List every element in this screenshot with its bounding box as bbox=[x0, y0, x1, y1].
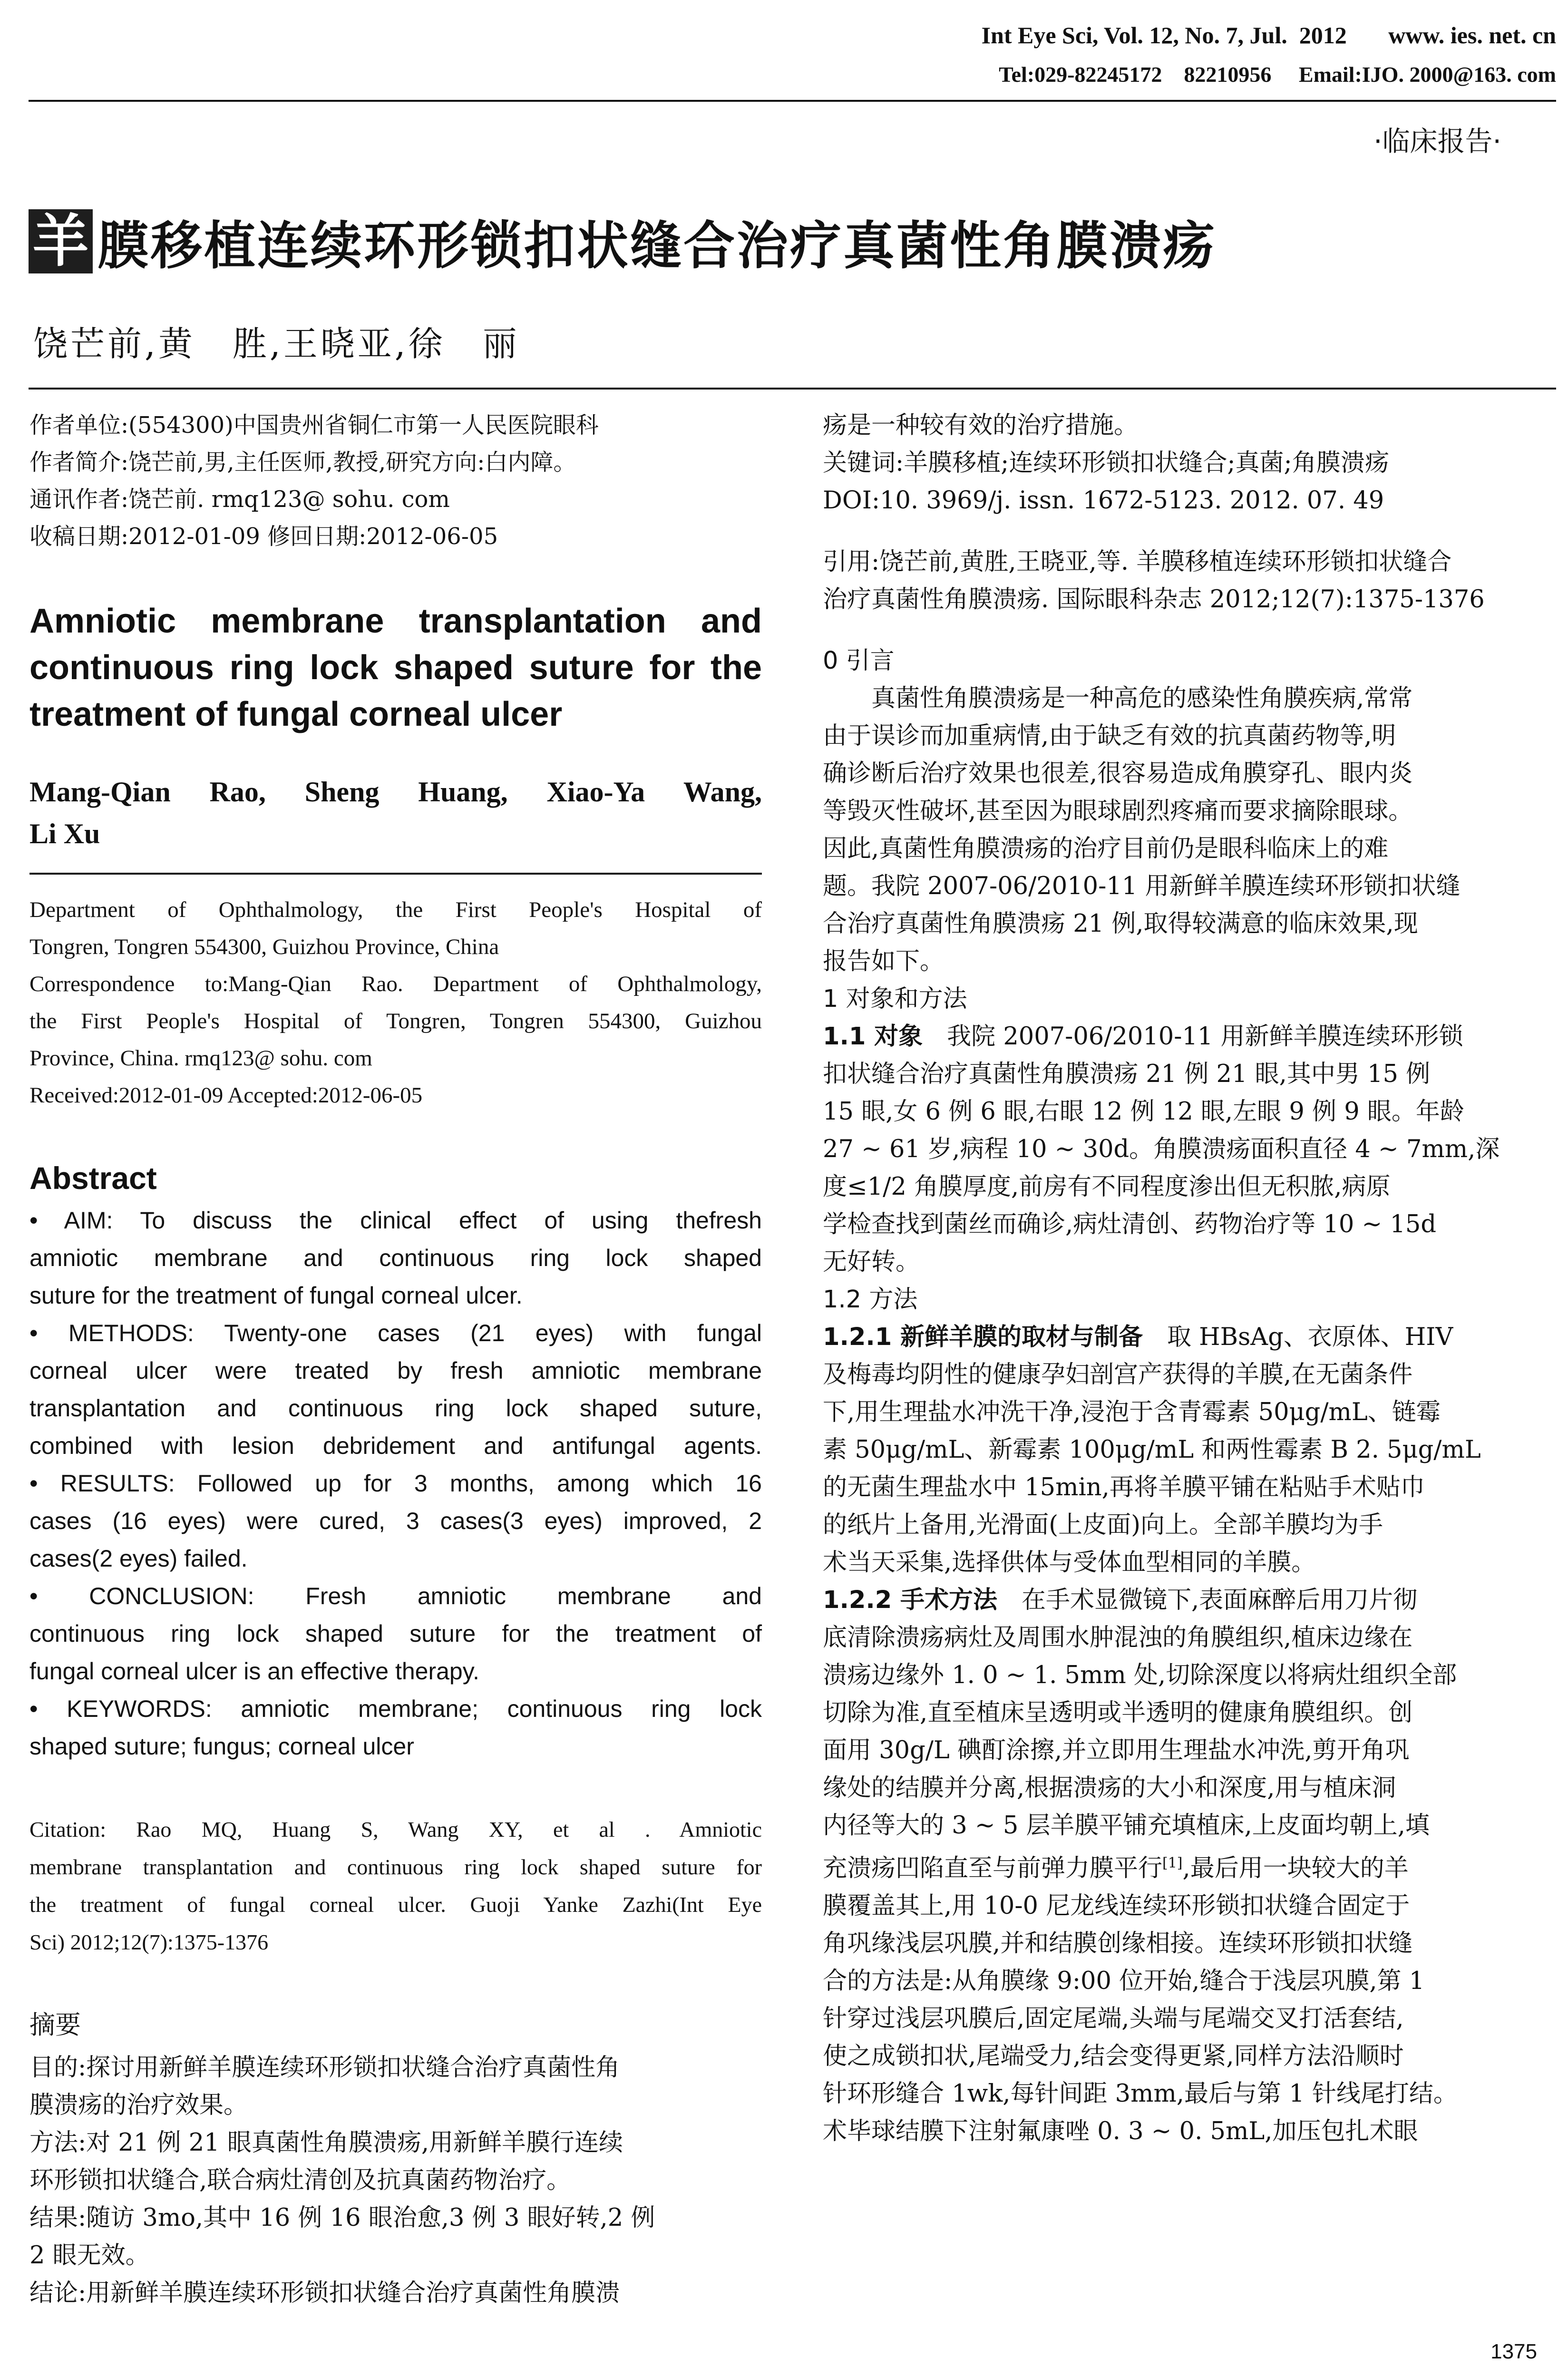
body-line: 膜覆盖其上,用 10-0 尼龙线连续环形锁扣状缝合固定于 bbox=[823, 1892, 1410, 1920]
affiliation-en bbox=[29, 891, 762, 1114]
section-1-heading: 1 对象和方法 bbox=[823, 985, 967, 1013]
abstract-line: amniotic membrane and continuous ring lock shaped bbox=[29, 1245, 762, 1271]
body-line: 确诊断后治疗效果也很差,很容易造成角膜穿孔、眼内炎 bbox=[823, 760, 1413, 788]
section-1-2-2 bbox=[823, 1581, 1555, 2150]
title-en-line: Amniotic membrane transplantation and bbox=[29, 602, 762, 640]
header-divider bbox=[29, 100, 1556, 102]
body-line: 由于误诊而加重病情,由于缺乏有效的抗真菌药物等,明 bbox=[823, 722, 1396, 750]
journal-info-line: Int Eye Sci, Vol. 12, No. 7, Jul. 2012 www. ies. net. cn bbox=[981, 22, 1556, 49]
corresponding-author-line: 通讯作者:饶芒前. rmq123@ sohu. com bbox=[29, 486, 450, 513]
body-line: 扣状缝合治疗真菌性角膜溃疡 21 例 21 眼,其中男 15 例 bbox=[823, 1060, 1431, 1088]
body-line: 下,用生理盐水冲洗干净,浸泡于含青霉素 50μg/mL、链霉 bbox=[823, 1398, 1441, 1426]
abstract-cn-line: 结论:用新鲜羊膜连续环形锁扣状缝合治疗真菌性角膜溃 bbox=[29, 2279, 620, 2307]
body-line: 面用 30g/L 碘酊涂擦,并立即用生理盐水冲洗,剪开角巩 bbox=[823, 1736, 1410, 1764]
correspondence-line: Correspondence to:Mang-Qian Rao. Department of Ophthalmology, bbox=[29, 972, 762, 996]
reference-marker: [1] bbox=[1162, 1855, 1183, 1871]
body-line: 切除为准,直至植床呈透明或半透明的健康角膜组织。创 bbox=[823, 1699, 1413, 1727]
section-1-2-1-heading: 1.2.1 新鲜羊膜的取材与制备 bbox=[823, 1323, 1143, 1351]
abstract-line: cases (16 eyes) were cured, 3 cases(3 eyes) improved, 2 bbox=[29, 1508, 762, 1534]
affiliation-cn bbox=[29, 407, 762, 555]
abstract-line: shaped suture; fungus; corneal ulcer bbox=[29, 1733, 414, 1760]
citation-cn-line: 引用:饶芒前,黄胜,王晓亚,等. 羊膜移植连续环形锁扣状缝合 bbox=[823, 548, 1452, 576]
abstract-line: cases(2 eyes) failed. bbox=[29, 1545, 248, 1572]
doi-line: DOI:10. 3969/j. issn. 1672-5123. 2012. 07. 49 bbox=[823, 487, 1384, 515]
body-line: 取 HBsAg、衣原体、HIV bbox=[1142, 1323, 1453, 1351]
abstract-line: continuous ring lock shaped suture for the treatment of bbox=[29, 1620, 762, 1647]
abstract-line: fungal corneal ulcer is an effective therapy. bbox=[29, 1658, 479, 1685]
abstract-line: combined with lesion debridement and antifungal agents. bbox=[29, 1432, 762, 1459]
abstract-cn-line: 目的:探讨用新鲜羊膜连续环形锁扣状缝合治疗真菌性角 bbox=[29, 2054, 620, 2082]
body-line: 15 眼,女 6 例 6 眼,右眼 12 例 12 眼,左眼 9 例 9 眼。年龄 bbox=[823, 1098, 1464, 1126]
abstract-cn-heading: 摘要 bbox=[29, 2010, 81, 2040]
authors-en-line: Mang-Qian Rao, Sheng Huang, Xiao-Ya Wang, bbox=[29, 776, 762, 808]
article-title-en bbox=[29, 598, 762, 738]
abstract-line: suture for the treatment of fungal corneal ulcer. bbox=[29, 1282, 523, 1309]
authors-en-line: Li Xu bbox=[29, 818, 100, 849]
citation-line: membrane transplantation and continuous ring lock shaped suture for bbox=[29, 1855, 762, 1879]
left-column bbox=[29, 407, 762, 2312]
body-line: 我院 2007-06/2010-11 用新鲜羊膜连续环形锁 bbox=[923, 1023, 1463, 1051]
abstract-line: corneal ulcer were treated by fresh amniotic membrane bbox=[29, 1357, 762, 1384]
body-line: 使之成锁扣状,尾端受力,结会变得更紧,同样方法沿顺时 bbox=[823, 2042, 1404, 2070]
body-line: 27 ~ 61 岁,病程 10 ~ 30d。角膜溃疡面积直径 4 ~ 7mm,深 bbox=[823, 1135, 1500, 1163]
body-line: 题。我院 2007-06/2010-11 用新鲜羊膜连续环形锁扣状缝 bbox=[823, 872, 1461, 900]
body-line: 等毁灭性破坏,甚至因为眼球剧烈疼痛而要求摘除眼球。 bbox=[823, 797, 1413, 825]
body-line: 溃疡边缘外 1. 0 ~ 1. 5mm 处,切除深度以将病灶组织全部 bbox=[823, 1661, 1457, 1689]
title-en-line: treatment of fungal corneal ulcer bbox=[29, 695, 563, 733]
citation-line: the treatment of fungal corneal ulcer. Guoji Yanke Zazhi(Int Eye bbox=[29, 1892, 762, 1917]
body-line: 内径等大的 3 ~ 5 层羊膜平铺充填植床,上皮面均朝上,填 bbox=[823, 1812, 1430, 1840]
citation-en bbox=[29, 1811, 762, 1961]
title-first-char: 羊 bbox=[29, 209, 93, 273]
abstract-cn-line: 环形锁扣状缝合,联合病灶清创及抗真菌药物治疗。 bbox=[29, 2166, 571, 2194]
journal-contact-line: Tel:029-82245172 82210956 Email:IJO. 2000@163. com bbox=[999, 62, 1556, 87]
body-line: ,最后用一块较大的羊 bbox=[1182, 1854, 1409, 1882]
body-line: 针环形缝合 1wk,每针间距 3mm,最后与第 1 针线尾打结。 bbox=[823, 2080, 1458, 2108]
citation-cn-line: 治疗真菌性角膜溃疡. 国际眼科杂志 2012;12(7):1375-1376 bbox=[823, 585, 1485, 614]
section-1-2-1 bbox=[823, 1318, 1555, 1581]
article-title-cn bbox=[29, 205, 1216, 278]
citation-cn bbox=[823, 543, 1555, 618]
title-text: 膜移植连续环形锁扣状缝合治疗真菌性角膜溃疡 bbox=[97, 216, 1217, 276]
body-line: 及梅毒均阴性的健康孕妇剖宫产获得的羊膜,在无菌条件 bbox=[823, 1361, 1413, 1389]
authors-en bbox=[29, 771, 762, 855]
affiliation-en-line: Department of Ophthalmology, the First People's Hospital of bbox=[29, 897, 762, 922]
citation-line: Citation: Rao MQ, Huang S, Wang XY, et al . Amniotic bbox=[29, 1817, 762, 1841]
body-line: 的无菌生理盐水中 15min,再将羊膜平铺在粘贴手术贴巾 bbox=[823, 1473, 1425, 1501]
keywords-cn: 关键词:羊膜移植;连续环形锁扣状缝合;真菌;角膜溃疡 bbox=[823, 449, 1389, 477]
section-1-1 bbox=[823, 1018, 1555, 1281]
correspondence-line: Province, China. rmq123@ sohu. com bbox=[29, 1046, 372, 1071]
body-line: 充溃疡凹陷直至与前弹力膜平行 bbox=[823, 1854, 1163, 1882]
section-0-heading: 0 引言 bbox=[823, 647, 895, 675]
abstract-cn-line: 结果:随访 3mo,其中 16 例 16 眼治愈,3 例 3 眼好转,2 例 bbox=[29, 2204, 655, 2232]
abstract-line: transplantation and continuous ring lock shaped suture, bbox=[29, 1395, 762, 1422]
author-intro-line: 作者简介:饶芒前,男,主任医师,教授,研究方向:白内障。 bbox=[29, 449, 576, 476]
abstract-en bbox=[29, 1202, 762, 1765]
body-line: 缘处的结膜并分离,根据溃疡的大小和深度,用与植床洞 bbox=[823, 1774, 1396, 1802]
abstract-cn-line: 疡是一种较有效的治疗措施。 bbox=[823, 411, 1139, 439]
section-0-body bbox=[823, 680, 1555, 980]
body-line: 合治疗真菌性角膜溃疡 21 例,取得较满意的临床效果,现 bbox=[823, 910, 1418, 938]
body-line: 术毕球结膜下注射氟康唑 0. 3 ~ 0. 5mL,加压包扎术眼 bbox=[823, 2117, 1418, 2145]
title-divider bbox=[29, 388, 1556, 390]
received-accepted-line: Received:2012-01-09 Accepted:2012-06-05 bbox=[29, 1083, 423, 1108]
abstract-cn-line: 2 眼无效。 bbox=[29, 2241, 150, 2270]
title-en-line: continuous ring lock shaped suture for the bbox=[29, 649, 762, 687]
abstract-cn-line: 膜溃疡的治疗效果。 bbox=[29, 2091, 248, 2119]
authors-cn: 饶芒前,黄 胜,王晓亚,徐 丽 bbox=[33, 324, 520, 364]
body-line: 素 50μg/mL、新霉素 100μg/mL 和两性霉素 B 2. 5μg/mL bbox=[823, 1436, 1481, 1464]
abstract-cn-line: 方法:对 21 例 21 眼真菌性角膜溃疡,用新鲜羊膜行连续 bbox=[29, 2129, 623, 2157]
abstract-heading: Abstract bbox=[29, 1160, 157, 1196]
section-1-2-heading: 1.2 方法 bbox=[823, 1286, 918, 1314]
body-line: 度≤1/2 角膜厚度,前房有不同程度渗出但无积脓,病原 bbox=[823, 1173, 1391, 1201]
abstract-line: • KEYWORDS: amniotic membrane; continuous ring lock bbox=[29, 1695, 762, 1722]
page-number: 1375 bbox=[1490, 2340, 1537, 2363]
body-line: 针穿过浅层巩膜后,固定尾端,头端与尾端交叉打活套结, bbox=[823, 2005, 1404, 2033]
body-line: 报告如下。 bbox=[823, 947, 945, 975]
right-column bbox=[823, 407, 1555, 2150]
section-label: ·临床报告· bbox=[1373, 125, 1501, 157]
abstract-line: • METHODS: Twenty-one cases (21 eyes) with fungal bbox=[29, 1320, 762, 1346]
affiliation-line: 作者单位:(554300)中国贵州省铜仁市第一人民医院眼科 bbox=[29, 412, 599, 438]
section-1-2-2-heading: 1.2.2 手术方法 bbox=[823, 1586, 997, 1614]
body-line: 角巩缘浅层巩膜,并和结膜创缘相接。连续环形锁扣状缝 bbox=[823, 1929, 1413, 1958]
body-line: 在手术显微镜下,表面麻醉后用刀片彻 bbox=[997, 1586, 1418, 1614]
body-line: 学检查找到菌丝而确诊,病灶清创、药物治疗等 10 ~ 15d bbox=[823, 1210, 1437, 1238]
received-date-line: 收稿日期:2012-01-09 修回日期:2012-06-05 bbox=[29, 523, 498, 550]
body-line: 的纸片上备用,光滑面(上皮面)向上。全部羊膜均为手 bbox=[823, 1511, 1383, 1539]
body-line: 无好转。 bbox=[823, 1248, 920, 1276]
citation-line: Sci) 2012;12(7):1375-1376 bbox=[29, 1930, 269, 1954]
section-1-1-heading: 1.1 对象 bbox=[823, 1023, 923, 1051]
body-line: 术当天采集,选择供体与受体血型相同的羊膜。 bbox=[823, 1549, 1316, 1577]
correspondence-line: the First People's Hospital of Tongren, Tongren 554300, Guizhou bbox=[29, 1009, 762, 1033]
abstract-line: • CONCLUSION: Fresh amniotic membrane and bbox=[29, 1583, 762, 1609]
abstract-line: • RESULTS: Followed up for 3 months, among which 16 bbox=[29, 1470, 762, 1497]
abstract-line: • AIM: To discuss the clinical effect of using thefresh bbox=[29, 1207, 762, 1234]
body-line: 底清除溃疡病灶及周围水肿混浊的角膜组织,植床边缘在 bbox=[823, 1624, 1413, 1652]
affiliation-en-line: Tongren, Tongren 554300, Guizhou Province, China bbox=[29, 935, 499, 959]
abstract-cn-continued bbox=[823, 407, 1555, 519]
abstract-cn bbox=[29, 2049, 762, 2312]
body-line: 合的方法是:从角膜缘 9:00 位开始,缝合于浅层巩膜,第 1 bbox=[823, 1967, 1425, 1995]
authors-divider bbox=[29, 873, 762, 875]
body-line: 因此,真菌性角膜溃疡的治疗目前仍是眼科临床上的难 bbox=[823, 835, 1389, 863]
body-line: 真菌性角膜溃疡是一种高危的感染性角膜疾病,常常 bbox=[823, 684, 1413, 712]
